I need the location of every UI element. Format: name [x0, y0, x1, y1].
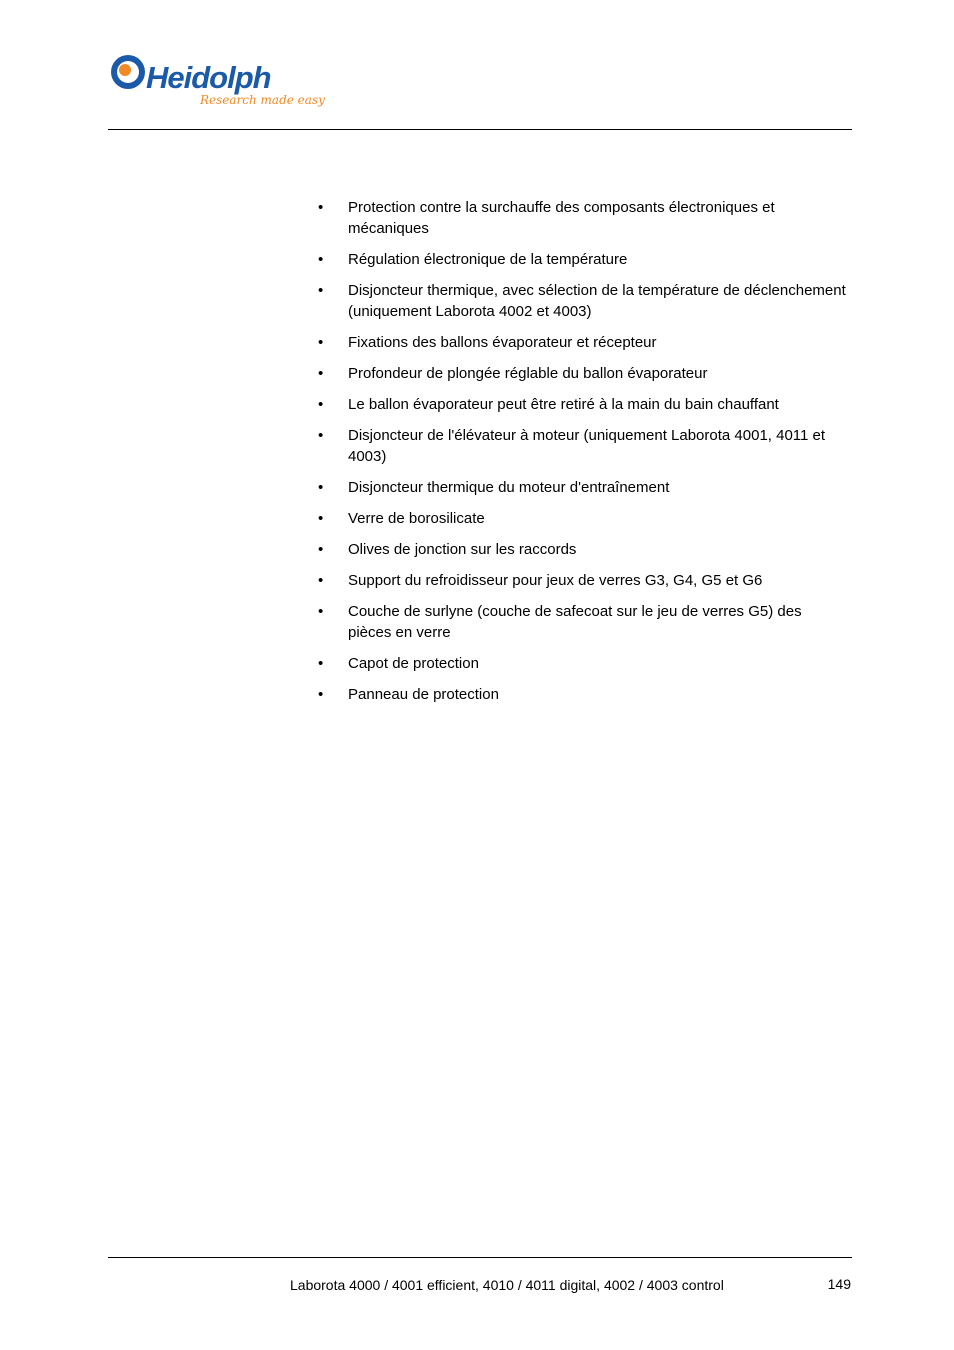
feature-list-item: [318, 570, 848, 591]
bullet-icon: •: [318, 572, 324, 589]
bullet-icon: •: [318, 541, 324, 558]
bullet-icon: •: [318, 479, 324, 496]
feature-text: Verre de borosilicate: [348, 510, 485, 527]
bullet-icon: •: [318, 365, 324, 382]
feature-list-item: [318, 197, 848, 239]
footer-document-title: Laborota 4000 / 4001 efficient, 4010 / 4011 digital, 4002 / 4003 control: [290, 1277, 724, 1293]
feature-list-item: [318, 653, 848, 674]
header-divider: [108, 129, 852, 130]
bullet-icon: •: [318, 199, 324, 216]
feature-text: Disjoncteur thermique, avec sélection de la température de déclenchement (uniquement Laborota 4002 et 4003): [348, 282, 846, 320]
logo-orange-dot: [119, 64, 131, 76]
feature-list-item: [318, 425, 848, 467]
feature-text: Profondeur de plongée réglable du ballon évaporateur: [348, 365, 708, 382]
feature-text: Panneau de protection: [348, 686, 499, 703]
heidolph-logo-graphic: [108, 50, 328, 114]
page-number: 149: [827, 1276, 851, 1292]
feature-list-item: [318, 477, 848, 498]
bullet-icon: •: [318, 427, 324, 444]
bullet-icon: •: [318, 655, 324, 672]
feature-text: Capot de protection: [348, 655, 479, 672]
bullet-icon: •: [318, 251, 324, 268]
footer-divider: [108, 1257, 852, 1258]
feature-text: Disjoncteur thermique du moteur d'entraînement: [348, 479, 670, 496]
bullet-icon: •: [318, 510, 324, 527]
feature-text: Disjoncteur de l'élévateur à moteur (uniquement Laborota 4001, 4011 et 4003): [348, 427, 826, 465]
feature-text: Fixations des ballons évaporateur et récepteur: [348, 334, 657, 351]
bullet-icon: •: [318, 686, 324, 703]
feature-text: Couche de surlyne (couche de safecoat sur le jeu de verres G5) des pièces en verre: [348, 603, 802, 641]
feature-list-item: [318, 280, 848, 322]
feature-list-item: [318, 249, 848, 270]
bullet-icon: •: [318, 334, 324, 351]
feature-text: Support du refroidisseur pour jeux de verres G3, G4, G5 et G6: [348, 572, 763, 589]
feature-list-item: [318, 394, 848, 415]
feature-text: Régulation électronique de la température: [348, 251, 628, 268]
bullet-icon: •: [318, 282, 324, 299]
feature-list-item: [318, 601, 848, 643]
feature-list-item: [318, 539, 848, 560]
feature-text: Protection contre la surchauffe des composants électroniques et mécaniques: [348, 199, 775, 237]
feature-list: [318, 197, 848, 715]
feature-text: Olives de jonction sur les raccords: [348, 541, 577, 558]
logo-tagline: Research made easy: [200, 93, 325, 107]
heidolph-logo: [108, 50, 328, 114]
feature-list-item: [318, 363, 848, 384]
feature-text: Le ballon évaporateur peut être retiré à la main du bain chauffant: [348, 396, 779, 413]
feature-list-item: [318, 684, 848, 705]
feature-list-item: [318, 332, 848, 353]
feature-list-item: [318, 508, 848, 529]
bullet-icon: •: [318, 396, 324, 413]
bullet-icon: •: [318, 603, 324, 620]
logo-wordmark: Heidolph: [146, 60, 271, 95]
